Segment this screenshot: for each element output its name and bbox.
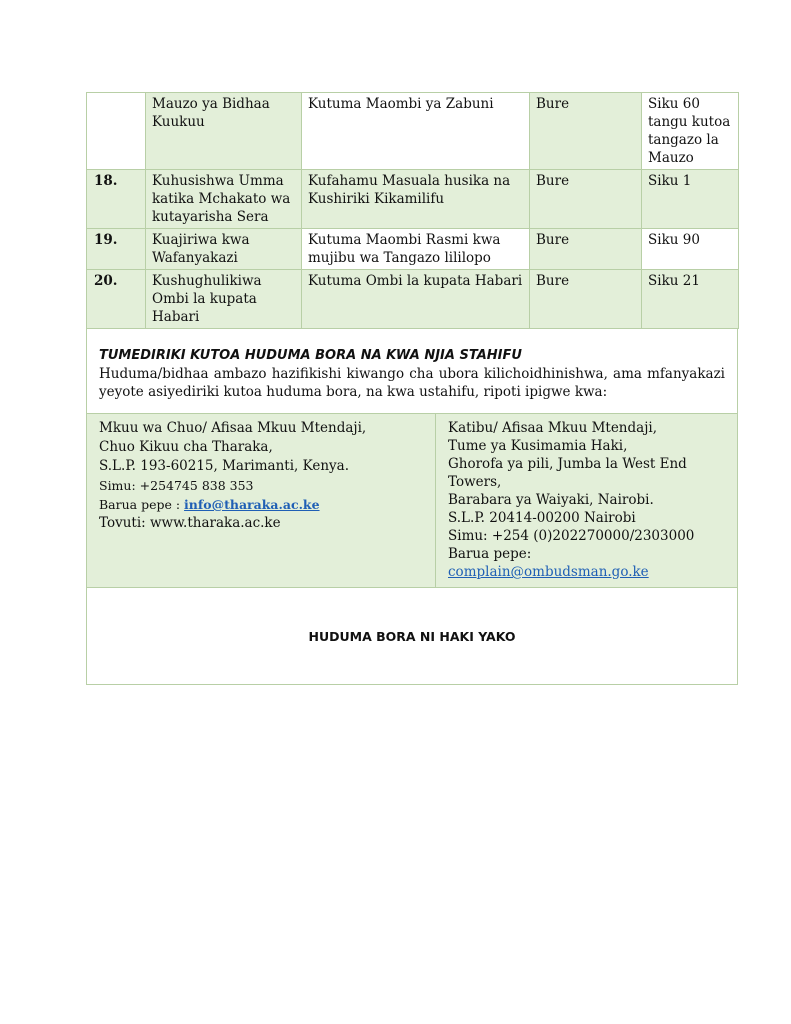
- ombudsman-contact-line: Ghorofa ya pili, Jumba la West End Towers,: [448, 456, 687, 490]
- cost-cell: Bure: [530, 93, 642, 170]
- time-cell-line: tangu kutoa: [648, 114, 731, 130]
- notice-paragraph: Huduma/bidhaa ambazo hazifikishi kiwango cha ubora kilichoidhinishwa, ama mfanyakazi yeyote asiyediriki kutoa huduma bora, na kwa ustahifu, ripoti ipigwe kwa:: [99, 366, 725, 400]
- ombudsman-contact-line: Barabara ya Waiyaki, Nairobi.: [448, 492, 654, 508]
- time-cell: [642, 170, 739, 229]
- service-cell-line: Ombi la kupata: [152, 291, 257, 307]
- requirement-cell-line: Kutuma Maombi Rasmi kwa: [308, 232, 501, 248]
- cost-cell: Bure: [530, 270, 642, 329]
- time-cell-line: tangazo la: [648, 132, 719, 148]
- cost-cell: Bure: [530, 170, 642, 229]
- email-label: Barua pepe:: [448, 546, 532, 562]
- time-cell-line: Mauzo: [648, 150, 694, 166]
- service-cell-line: Wafanyakazi: [152, 250, 238, 266]
- contacts-row: [87, 413, 737, 587]
- university-website: Tovuti: www.tharaka.ac.ke: [99, 515, 281, 531]
- service-charter-table: [86, 92, 739, 329]
- requirement-cell-line: Kutuma Maombi ya Zabuni: [308, 96, 494, 112]
- requirement-cell: [302, 270, 530, 329]
- service-cell-line: Mauzo ya Bidhaa: [152, 96, 270, 112]
- row-number: [87, 93, 146, 170]
- requirement-cell-line: Kushiriki Kikamilifu: [308, 191, 445, 207]
- requirement-cell-line: mujibu wa Tangazo lililopo: [308, 250, 491, 266]
- university-email-row: [99, 495, 423, 514]
- service-cell: [146, 270, 302, 329]
- ombudsman-contact-line: Katibu/ Afisaa Mkuu Mtendaji,: [448, 420, 657, 436]
- requirement-cell-line: Kutuma Ombi la kupata Habari: [308, 273, 523, 289]
- university-contact: [87, 414, 436, 587]
- row-number: 18.: [87, 170, 146, 229]
- time-cell-line: Siku 90: [648, 232, 700, 248]
- university-email-link[interactable]: info@tharaka.ac.ke: [184, 497, 320, 512]
- row-number: 20.: [87, 270, 146, 329]
- table-row: [87, 270, 739, 329]
- service-cell-line: Kushughulikiwa: [152, 273, 262, 289]
- service-charter-rows: [87, 93, 739, 329]
- university-contact-line: Mkuu wa Chuo/ Afisaa Mkuu Mtendaji,: [99, 420, 367, 436]
- motto: HUDUMA BORA NI HAKI YAKO: [87, 587, 737, 684]
- quality-notice: [87, 329, 737, 413]
- time-cell-line: Siku 21: [648, 273, 700, 289]
- service-cell: [146, 93, 302, 170]
- ombudsman-phone: Simu: +254 (0)202270000/2303000: [448, 528, 695, 544]
- time-cell-line: Siku 60: [648, 96, 700, 112]
- time-cell: [642, 229, 739, 270]
- ombudsman-contact: [436, 414, 737, 587]
- requirement-cell-line: Kufahamu Masuala husika na: [308, 173, 511, 189]
- service-cell-line: Kuhusishwa Umma: [152, 173, 284, 189]
- service-cell: [146, 229, 302, 270]
- service-cell-line: Kuajiriwa kwa: [152, 232, 250, 248]
- time-cell-line: Siku 1: [648, 173, 692, 189]
- table-row: [87, 93, 739, 170]
- requirement-cell: [302, 229, 530, 270]
- row-number: 19.: [87, 229, 146, 270]
- university-contact-line: S.L.P. 193-60215, Marimanti, Kenya.: [99, 458, 349, 474]
- email-label: Barua pepe :: [99, 497, 185, 512]
- ombudsman-email-link[interactable]: complain@ombudsman.go.ke: [448, 564, 649, 580]
- service-cell-line: kutayarisha Sera: [152, 209, 269, 225]
- complaints-box: [86, 329, 738, 685]
- requirement-cell: [302, 170, 530, 229]
- table-row: [87, 229, 739, 270]
- time-cell: [642, 270, 739, 329]
- ombudsman-contact-line: Tume ya Kusimamia Haki,: [448, 438, 628, 454]
- service-cell: [146, 170, 302, 229]
- university-contact-line: Chuo Kikuu cha Tharaka,: [99, 439, 273, 455]
- cost-cell: Bure: [530, 229, 642, 270]
- time-cell: [642, 93, 739, 170]
- table-row: [87, 170, 739, 229]
- ombudsman-contact-line: S.L.P. 20414-00200 Nairobi: [448, 510, 636, 526]
- university-phone: Simu: +254745 838 353: [99, 478, 254, 493]
- notice-heading: TUMEDIRIKI KUTOA HUDUMA BORA NA KWA NJIA STAHIFU: [99, 348, 522, 363]
- requirement-cell: [302, 93, 530, 170]
- service-cell-line: Habari: [152, 309, 200, 325]
- service-cell-line: Kuukuu: [152, 114, 205, 130]
- service-cell-line: katika Mchakato wa: [152, 191, 291, 207]
- ombudsman-email-row: [448, 545, 729, 581]
- document-page: [86, 92, 738, 685]
